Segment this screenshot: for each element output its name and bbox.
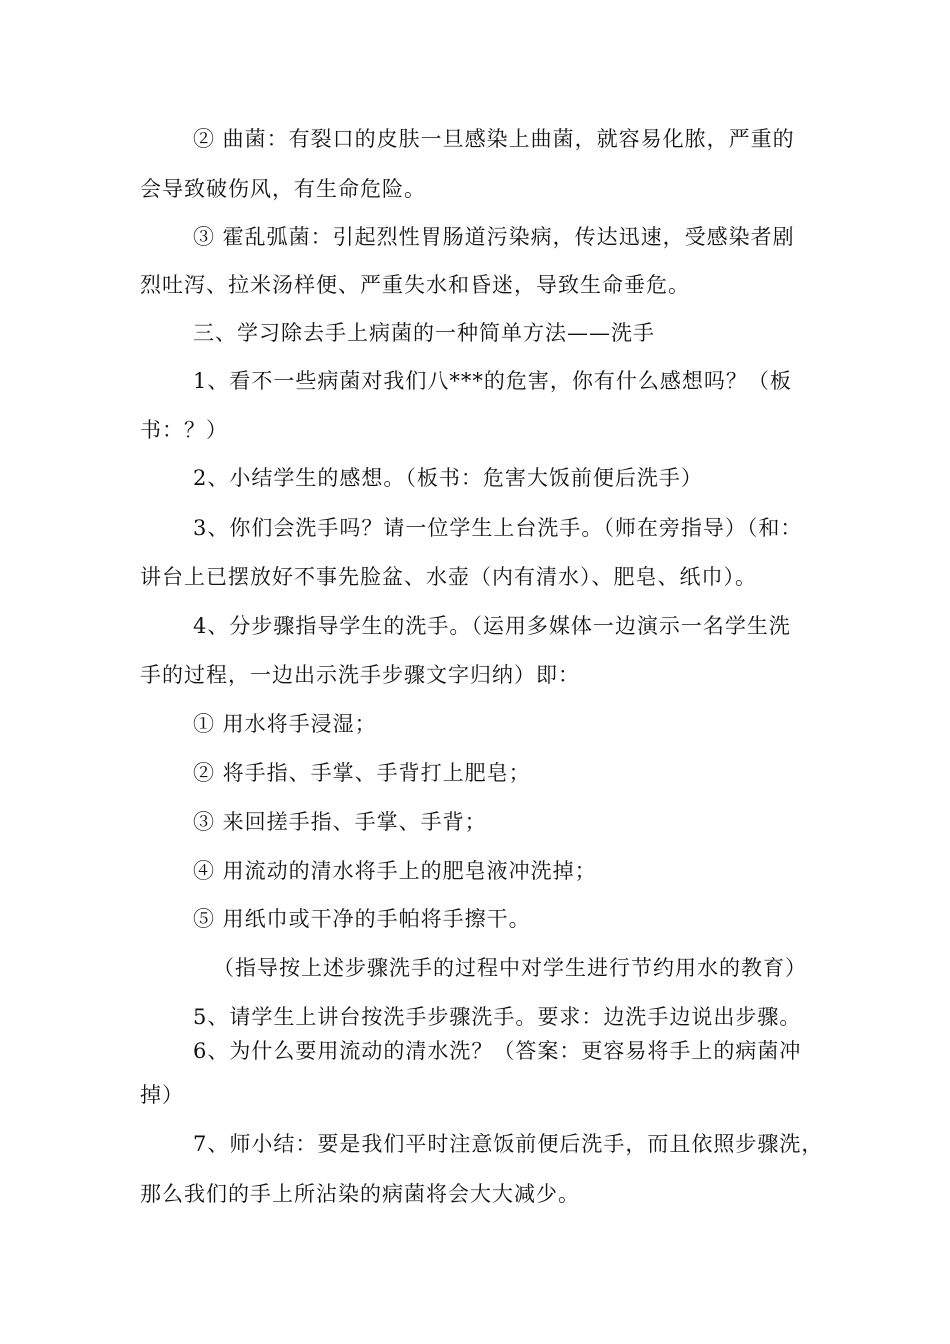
text-line: 2、小结学生的感想。（板书：危害大饭前便后洗手）	[193, 466, 703, 490]
text-line: 书：？）	[140, 418, 228, 442]
text-line: （指导按上述步骤洗手的过程中对学生进行节约用水的教育）	[213, 956, 807, 980]
text-line: ② 曲菌：有裂口的皮肤一旦感染上曲菌，就容易化脓，严重的	[193, 127, 795, 151]
text-line: 4、分步骤指导学生的洗手。（运用多媒体一边演示一名学生洗	[193, 614, 791, 638]
step-item: ⑤ 用纸巾或干净的手帕将手擦干。	[193, 907, 531, 931]
section-heading: 三、学习除去手上病菌的一种简单方法——洗手	[193, 321, 655, 345]
text-line: 1、看不一些病菌对我们八***的危害，你有什么感想吗？（板	[193, 369, 792, 393]
text-line: 7、师小结：要是我们平时注意饭前便后洗手，而且依照步骤洗，	[193, 1132, 824, 1156]
text-line: 5、请学生上讲台按洗手步骤洗手。要求：边洗手边说出步骤。	[193, 1005, 802, 1029]
text-line: 手的过程，一边出示洗手步骤文字归纳）即：	[140, 663, 580, 687]
text-line: 会导致破伤风，有生命危险。	[140, 177, 426, 201]
text-line: ③ 霍乱弧菌：引起烈性胃肠道污染病，传达迅速，受感染者剧	[193, 225, 795, 249]
step-item: ④ 用流动的清水将手上的肥皂液冲洗掉；	[193, 859, 597, 883]
text-line: 那么我们的手上所沾染的病菌将会大大减少。	[140, 1182, 580, 1206]
step-item: ① 用水将手浸湿；	[193, 712, 377, 736]
step-item: ② 将手指、手掌、手背打上肥皂；	[193, 761, 531, 785]
text-line: 烈吐泻、拉米汤样便、严重失水和昏迷，导致生命垂危。	[140, 273, 690, 297]
text-line: 3、你们会洗手吗？请一位学生上台洗手。（师在旁指导）（和：	[193, 516, 803, 540]
text-line: 讲台上已摆放好不事先脸盆、水壶（内有清水）、肥皂、纸巾）。	[140, 565, 757, 589]
text-line: 掉）	[140, 1083, 184, 1107]
text-line: 6、为什么要用流动的清水洗？（答案：更容易将手上的病菌冲	[193, 1039, 802, 1063]
step-item: ③ 来回搓手指、手掌、手背；	[193, 810, 487, 834]
